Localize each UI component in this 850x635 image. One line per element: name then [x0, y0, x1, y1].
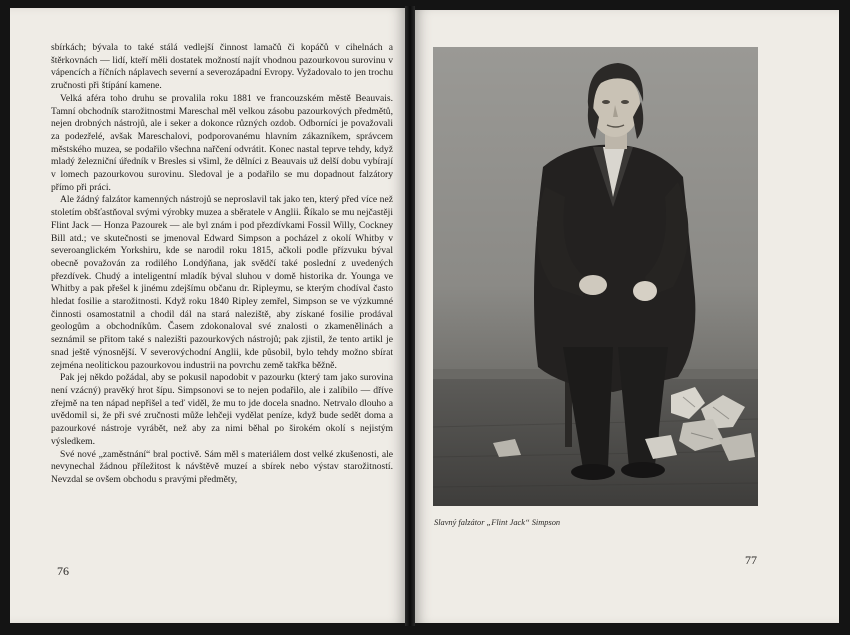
paragraph: Pak jej někdo požádal, aby se pokusil napodobit v pazourku (který tam jako surovina není vzácný) pravěký hrot šípu. Simpsonovi se to nejen podařilo, ale i zalíbilo — dříve zřejmě na ten nápad nepřišel a teď viděl, že mu to jde docela snadno. Netrvalo dlouho a uvědomil si, že při své zručnosti může lehčeji vydělat peníze, když bude sedět doma a pazourkové nástroje vyrábět, než aby za nimi běhal po širokém okolí s nejistým výsledkem. [51, 372, 393, 447]
body-text [51, 42, 393, 487]
paragraph: Své nové „zaměstnání“ bral poctivě. Sám měl s materiálem dost velké zkušenosti, ale nevynechal žádnou příležitost k návštěvě muzeí a sbírek nebo výstav starožitností. Nevzdal se ovšem obchodu s pravými předměty, [51, 448, 393, 485]
paragraph: sbírkách; bývala to také stálá vedlejší činnost lamačů či kopáčů v cihelnách a štěrkovnách — lidí, kteří měli dostatek možností najít vhodnou pazourkovou surovinu v vápencích a říčních náplavech severní a severozápadní Evropy. Vyžadovalo to jen trochu zručnosti při štípání kamene. [51, 42, 393, 92]
page-number-right: 77 [745, 553, 757, 567]
portrait-photo [433, 47, 758, 506]
photo-caption: Slavný falzátor „Flint Jack“ Simpson [434, 518, 561, 527]
paragraph: Ale žádný falzátor kamenných nástrojů se neproslavil tak jako ten, který před více než stoletím obšťastňoval svými výrobky muzea a sběratele v Anglii. Říkalo se mu nejčastěji Flint Jack — Honza Pazourek — ale byl znám i pod přezdívkami Fossil Willy, Cockney Bill atd.; ve skutečnosti se jmenoval Edward Simpson a pocházel z okolí Whitby v severoanglickém Yorkshiru, kde se narodil roku 1815, ačkoli podle přízvuku býval obecně považován za rodilého Londýňana, jak svědčí také poslední z uvedených přezdívek. Chudý a inteligentní mladík býval sluhou v domě historika dr. Younga ve Whitby a pak přešel k jinému zdejšímu občanu dr. Ripleymu, se kterým chodíval často hledat fosilie a starožitnosti. Když roku 1840 Ripley zemřel, Simpson se ve výzkumné činnosti osamostatnil a chodil dál na stará naleziště, aby získané fosilie prodával geologům a obchodníkům. Časem zdokonaloval své znalosti o zkamenělinách a seznámil se přitom také s nalezišti pazourkových nástrojů; pak zjistil, že tento artikl je snad ještě výnosnější. V severovýchodní Anglii, kde působil, bylo tehdy možno sbírat zejména neolitickou pazourkovou industrii na povrchu země takřka běžně. [51, 194, 393, 371]
book-gutter [405, 6, 415, 626]
page-number-left: 76 [57, 564, 69, 578]
paragraph: Velká aféra toho druhu se provalila roku 1881 ve francouzském městě Beauvais. Tamní obchodník starožitnostmi Mareschal měl velkou zásobu pazourkových předmětů, nejen drobných nástrojů, ale i seker a dokonce různých ozdob. Odborníci je považovali za podezřelé, avšak Mareschalovi, podporovanému hlavním zákazníkem, správcem městského muzea, se podařilo všechna nařčení odvrátit. Konec nastal teprve tehdy, když mladý železniční úředník v Bresles si všiml, že dělníci z Beauvais už delší dobu vybírají v lomech pazourkovou surovinu. Sledoval je a podařilo se mu dopadnout falzátory přímo při práci. [51, 92, 393, 193]
